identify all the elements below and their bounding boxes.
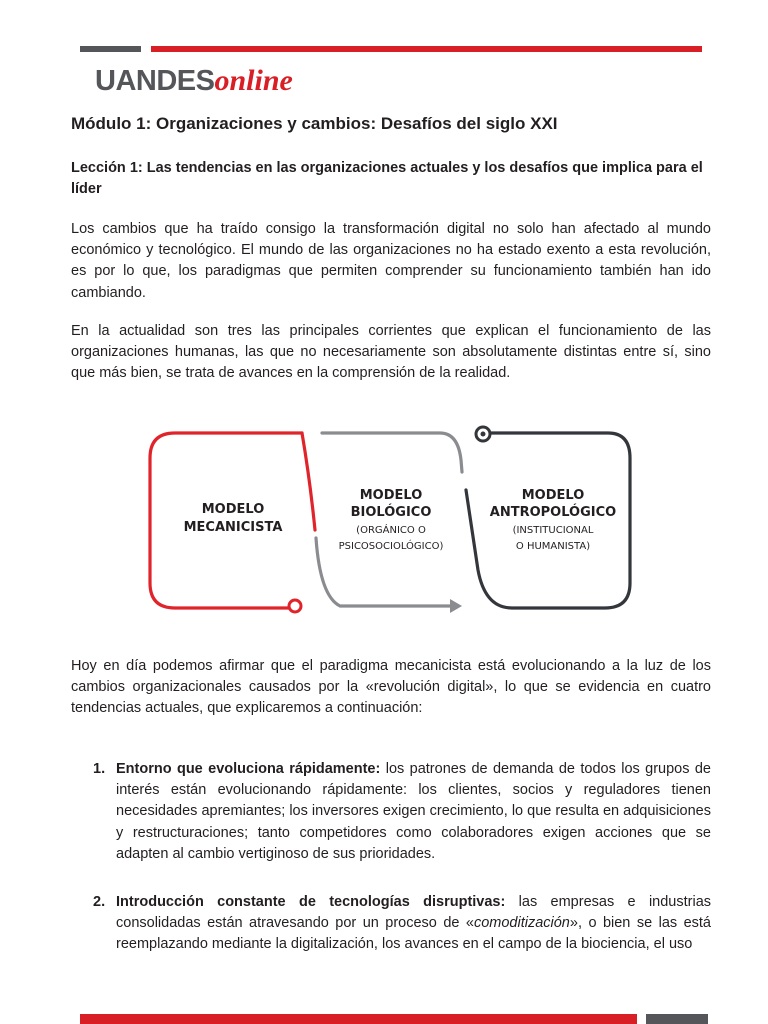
list-item [93, 759, 711, 865]
model-3-sub1: (INSTITUCIONAL [512, 525, 594, 536]
list-item [93, 892, 711, 956]
footer-bar-gray [646, 1014, 708, 1024]
list-text: los patrones de demanda de todos los grupos de interés están evolucionando rápidamente: los clientes, socios y reguladores tienen necesidades apremiantes; los inversores exigen crecimiento, lo que resulta en adquisiciones y restructuraciones; tanto competidores como colaboradores exigen acciones que se adapten al cambio vertiginoso de sus prioridades. [116, 761, 711, 862]
paragraph-currents: En la actualidad son tres las principales corrientes que explican el funcionamiento de las organizaciones humanas, las que no necesariamente son absolutamente distintas entre sí, sino que más bien, se trata de avances en la comprensión de la realidad. [71, 323, 711, 382]
list-item-body [116, 892, 711, 956]
uandes-online-logo [95, 64, 293, 100]
mecanicista-end-ring-icon [289, 600, 301, 612]
module-title: Módulo 1: Organizaciones y cambios: Desafíos del siglo XXI [71, 114, 558, 133]
list-text-before: las empresas e industrias consolidadas están atravesando por un proceso de « [116, 894, 712, 932]
model-1-title: MODELO [201, 502, 265, 517]
list-italic-term: comoditización [473, 915, 570, 932]
model-2-sub1: (ORGÁNICO O [356, 525, 426, 536]
list-text-after: », o bien se las está reemplazando mediante la digitalización, los avances en el campo de la biociencia, el uso [116, 915, 711, 953]
logo-main-text: UANDES [95, 65, 215, 97]
model-1-name: MECANICISTA [183, 520, 283, 535]
mecanicista-curve [302, 433, 315, 530]
list-item-body [116, 759, 711, 865]
model-3-name: ANTROPOLÓGICO [489, 505, 617, 520]
list-lead: Entorno que evoluciona rápidamente: [116, 761, 381, 777]
logo-sub-text: online [214, 64, 293, 97]
list-lead: Introducción constante de tecnologías disruptivas: [116, 894, 506, 910]
model-2-title: MODELO [359, 488, 423, 503]
model-3-title: MODELO [521, 488, 585, 503]
biologico-arrow-icon [450, 599, 462, 613]
header-bar-red [151, 46, 702, 52]
header-bar-gray [80, 46, 141, 52]
paragraph-intro: Los cambios que ha traído consigo la transformación digital no solo han afectado al mundo económico y tecnológico. El mundo de las organizaciones no ha estado exento a esta revolución, es por lo que, los paradigmas que permiten comprender su funcionamiento también han ido cambiando. [71, 221, 711, 301]
list-number: 2. [93, 894, 106, 910]
model-2-name: BIOLÓGICO [350, 505, 432, 520]
lesson-title: Lección 1: Las tendencias en las organizaciones actuales y los desafíos que implica para el líder [71, 160, 703, 197]
antropologico-outline [466, 433, 630, 608]
model-3-sub2: O HUMANISTA) [515, 541, 591, 552]
list-number: 1. [93, 761, 106, 777]
models-diagram [140, 420, 640, 620]
biologico-outline [322, 433, 462, 472]
paragraph-trends: Hoy en día podemos afirmar que el paradigma mecanicista está evolucionando a la luz de los cambios organizacionales causados por la «revolución digital», lo que se evidencia en cuatro tendencias actuales, que explicaremos a continuación: [71, 658, 711, 717]
footer-bar-red [80, 1014, 637, 1024]
model-2-sub2: PSICOSOCIOLÓGICO) [338, 541, 444, 552]
